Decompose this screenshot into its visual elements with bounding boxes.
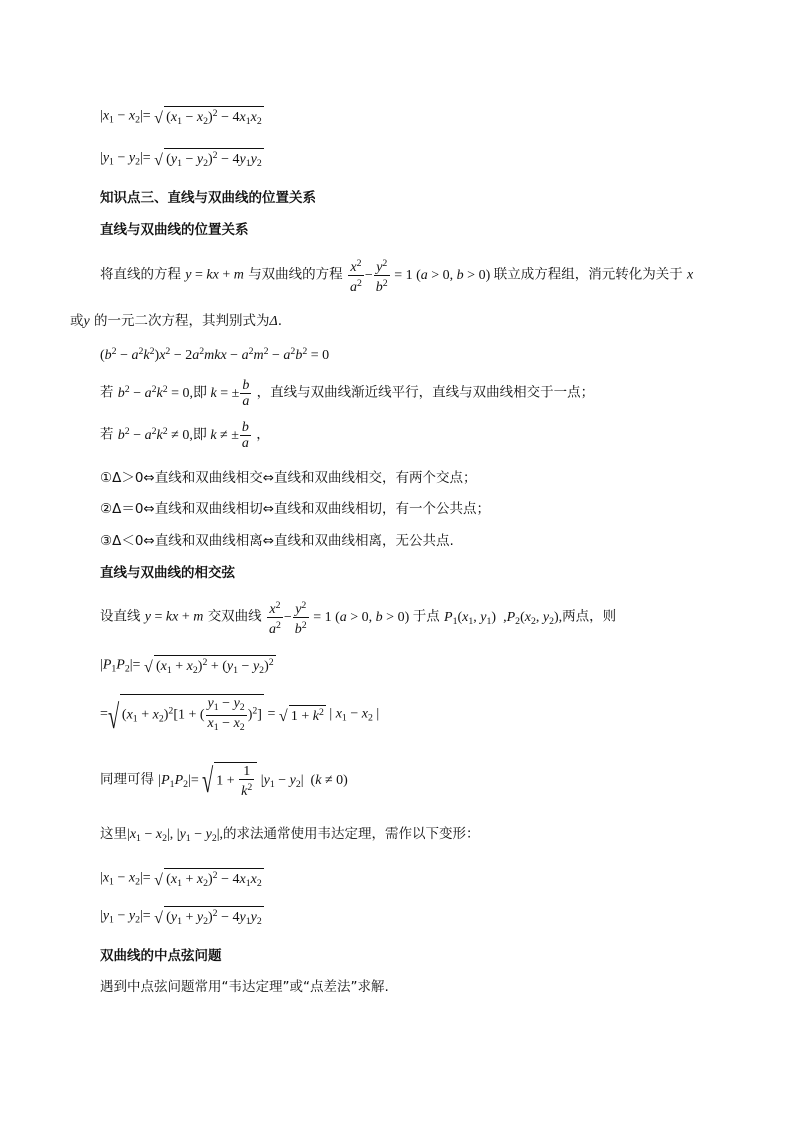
case-item-2: ②Δ＝0⇔直线和双曲线相切⇔直线和双曲线相切，有一个公共点； xyxy=(100,501,491,517)
chord-length-derivation: = √ $(x_1 + x_2)^2[1$ + ( $\frac{y_1 - y_2}{x_1 - x_2}$ )$^2$] = √ $1 + k^2$ | $x_1 - x_2$ | xyxy=(100,696,380,736)
formula-x-sum: $|x_1 - x_2|=$ √ $(x_1 + x_2)^2 - 4x_1x_2$ xyxy=(100,870,262,889)
section-heading: 知识点三、直线与双曲线的位置关系 xyxy=(100,190,316,206)
subheading-chord: 直线与双曲线的相交弦 xyxy=(100,565,235,581)
case-not-parallel: 若 $b^2 - a^2k^2 \ne 0$,即 k ≠ ± $\frac{b}{a}$ ， xyxy=(100,420,270,451)
case-item-1: ①Δ＞0⇔直线和双曲线相交⇔直线和双曲线相交，有两个交点； xyxy=(100,470,477,486)
case-item-3: ③Δ＜0⇔直线和双曲线相离⇔直线和双曲线相离，无公共点. xyxy=(100,533,454,549)
vieta-intro: 这里$|x_1 - x_2|$, $|y_1 - y_2|$,的求法通常使用韦达定理，需作以下变形： xyxy=(100,826,480,844)
case-parallel: 若 $b^2 - a^2k^2 = 0$,即 k = ± $\frac{b}{a}$ ，直线与双曲线渐近线平行，直线与双曲线相交于一点； xyxy=(100,378,595,409)
quadratic-equation: $(b^2 - a^2k^2)x^2 - 2a^2mkx - a^2m^2 - a^2b^2 = 0$ xyxy=(100,346,330,363)
subheading-position: 直线与双曲线的位置关系 xyxy=(100,222,249,238)
intro-line-1: 将直线的方程 y = kx + m 与双曲线的方程 $\frac{x^2}{a^2}$ − $\frac{y^2}{b^2}$ = 1 (a > 0, b > 0) 联立成方程组，消元转化为关于 x xyxy=(100,258,694,295)
formula-x-diff-top: $|x_1 - x_2|=$ √ $(x_1 - x_2)^2 - 4x_1x_2$ xyxy=(100,108,262,127)
formula-y-diff-top: $|y_1 - y_2|=$ √ $(y_1 - y_2)^2 - 4y_1y_2$ xyxy=(100,150,262,169)
subheading-midpoint: 双曲线的中点弦问题 xyxy=(100,948,222,964)
intro-line-2: 或y 的一元二次方程，其判别式为Δ. xyxy=(70,313,283,329)
midpoint-method: 遇到中点弦问题常用“韦达定理”或“点差法”求解. xyxy=(100,979,389,995)
chord-length-formula: $|P_1P_2|=$ √ $(x_1 + x_2)^2 + (y_1 - y_2)^2$ xyxy=(100,657,274,676)
same-reason-y: 同理可得 $|P_1P_2|=$ √ 1 + $\frac{1}{k^2}$ $|y_1 - y_2|$ (k ≠ 0) xyxy=(100,763,348,800)
formula-y-sum: $|y_1 - y_2|=$ √ $(y_1 + y_2)^2 - 4y_1y_2$ xyxy=(100,908,262,927)
chord-intro: 设直线 y = kx + m 交双曲线 $\frac{x^2}{a^2}$ − $\frac{y^2}{b^2}$ = 1 (a > 0, b > 0) 于点 $P_1(x_1$, $y_1$) $,P_2(x_2$, $y_2$),两点，则 xyxy=(100,600,617,637)
